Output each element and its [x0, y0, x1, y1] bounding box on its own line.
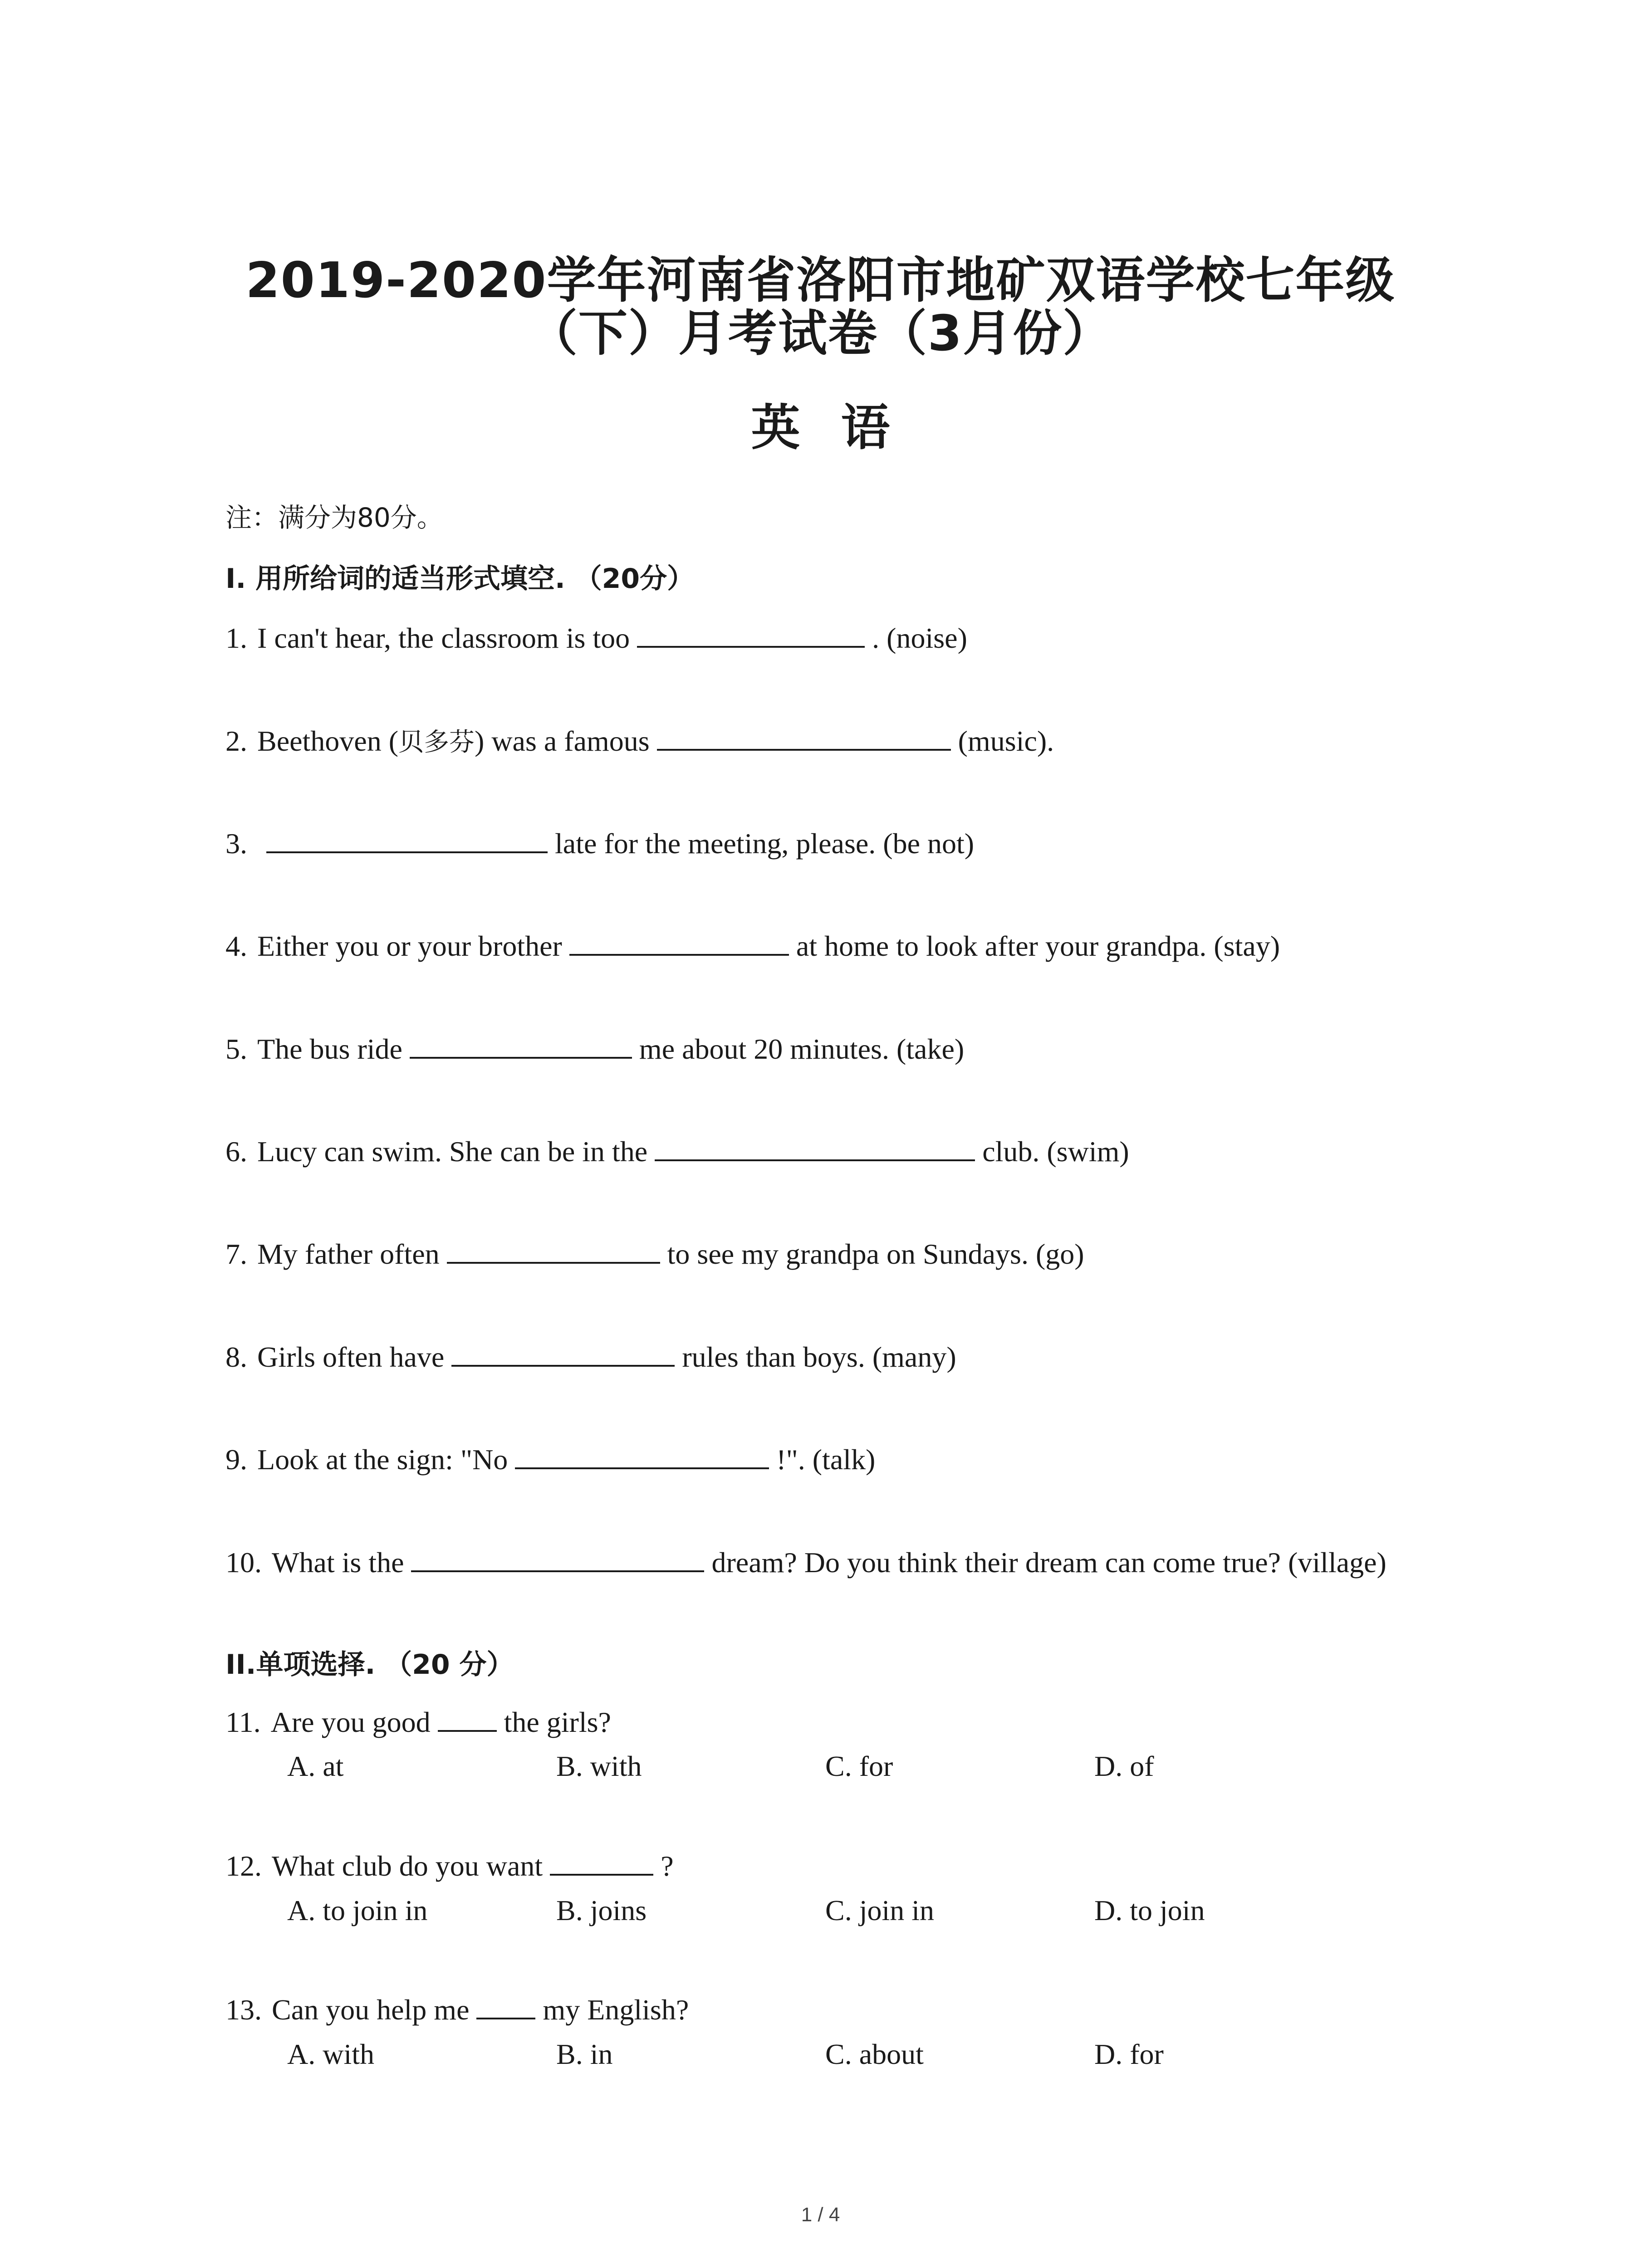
- score-note: 注：满分为80分。: [225, 502, 443, 533]
- question-number: 5.: [225, 1033, 247, 1065]
- question-text-after: to see my grandpa on Sundays. (go): [667, 1238, 1084, 1270]
- question-text-after: ?: [661, 1850, 674, 1882]
- question-text-after: late for the meeting, please. (be not): [555, 827, 975, 860]
- page-number: 1 / 4: [801, 2204, 840, 2226]
- answer-blank[interactable]: [438, 1706, 497, 1732]
- option-b[interactable]: B. in: [556, 2038, 613, 2070]
- question-text-after: . (noise): [872, 622, 967, 654]
- exam-title-line1: 2019-2020学年河南省洛阳市地矿双语学校七年级: [245, 252, 1396, 309]
- answer-blank[interactable]: [410, 1033, 632, 1059]
- question-text-after: club. (swim): [982, 1135, 1129, 1168]
- option-a[interactable]: A. at: [287, 1750, 344, 1782]
- question-7: [225, 1238, 1084, 1269]
- option-d[interactable]: D. for: [1094, 2038, 1164, 2070]
- question-11-options: [287, 1752, 1363, 1781]
- answer-blank[interactable]: [515, 1444, 769, 1469]
- option-c[interactable]: C. for: [825, 1750, 893, 1782]
- question-number: 2.: [225, 725, 247, 757]
- option-b[interactable]: B. joins: [556, 1894, 647, 1926]
- option-c[interactable]: C. about: [825, 2038, 924, 2070]
- question-text-after: !". (talk): [776, 1443, 876, 1476]
- question-text-after: (music).: [958, 725, 1054, 757]
- question-text-before: Beethoven (: [257, 725, 398, 757]
- question-number: 6.: [225, 1135, 247, 1168]
- question-number: 3.: [225, 827, 247, 860]
- answer-blank[interactable]: [447, 1238, 660, 1264]
- question-text-before-2: ) was a famous: [475, 725, 650, 757]
- question-number: 7.: [225, 1238, 247, 1270]
- question-text-before: Lucy can swim. She can be in the: [257, 1135, 648, 1168]
- question-5: [225, 1033, 964, 1064]
- question-12-options: [287, 1896, 1363, 1925]
- subject-title: 英语: [751, 400, 931, 456]
- section-1-title: I. 用所给词的适当形式填空. （20分）: [225, 563, 695, 595]
- question-text-after: at home to look after your grandpa. (stay): [796, 930, 1280, 962]
- question-text-before: Look at the sign: "No: [257, 1443, 508, 1476]
- answer-blank[interactable]: [655, 1136, 975, 1161]
- question-12: [225, 1850, 674, 1881]
- question-text-before: The bus ride: [257, 1033, 402, 1065]
- question-13-options: [287, 2040, 1363, 2069]
- question-text-before: My father often: [257, 1238, 440, 1270]
- option-d[interactable]: D. to join: [1094, 1894, 1205, 1926]
- option-d[interactable]: D. of: [1094, 1750, 1154, 1782]
- question-number: 1.: [225, 622, 247, 654]
- exam-title-line2: （下）月考试卷（3月份）: [528, 305, 1113, 362]
- answer-blank[interactable]: [411, 1547, 704, 1572]
- question-text-after: the girls?: [504, 1706, 611, 1738]
- question-number: 9.: [225, 1443, 247, 1476]
- question-8: [225, 1341, 956, 1372]
- question-text-before: Are you good: [270, 1706, 431, 1738]
- question-9: [225, 1444, 875, 1474]
- question-3: [225, 828, 974, 858]
- question-text-before: Can you help me: [272, 1994, 470, 2026]
- question-text-before: Either you or your brother: [257, 930, 562, 962]
- option-c[interactable]: C. join in: [825, 1894, 935, 1926]
- question-2: [225, 725, 1054, 756]
- answer-blank[interactable]: [476, 1994, 535, 2019]
- chinese-gloss: 贝多芬: [398, 728, 475, 757]
- question-text-after: dream? Do you think their dream can come true? (village): [711, 1546, 1386, 1579]
- question-number: 12.: [225, 1850, 262, 1882]
- question-number: 13.: [225, 1994, 262, 2026]
- answer-blank[interactable]: [637, 622, 865, 648]
- question-6: [225, 1136, 1129, 1166]
- answer-blank[interactable]: [657, 725, 951, 751]
- question-4: [225, 930, 1280, 961]
- question-text-before: Girls often have: [257, 1341, 445, 1373]
- question-text-after: my English?: [543, 1994, 689, 2026]
- question-13: [225, 1994, 689, 2024]
- answer-blank[interactable]: [451, 1341, 675, 1367]
- option-b[interactable]: B. with: [556, 1750, 642, 1782]
- question-number: 10.: [225, 1546, 262, 1579]
- answer-blank[interactable]: [266, 828, 548, 853]
- question-10: [225, 1547, 1386, 1577]
- question-1: [225, 622, 967, 653]
- question-text-after: me about 20 minutes. (take): [639, 1033, 965, 1065]
- question-number: 8.: [225, 1341, 247, 1373]
- question-text-after: rules than boys. (many): [682, 1341, 956, 1373]
- answer-blank[interactable]: [569, 930, 789, 956]
- question-text-before: I can't hear, the classroom is too: [257, 622, 630, 654]
- section-2-title: II.单项选择. （20 分）: [225, 1649, 514, 1681]
- question-text-before: What club do you want: [272, 1850, 543, 1882]
- question-number: 11.: [225, 1706, 261, 1738]
- answer-blank[interactable]: [550, 1850, 653, 1876]
- question-number: 4.: [225, 930, 247, 962]
- option-a[interactable]: A. to join in: [287, 1894, 428, 1926]
- question-11: [225, 1706, 611, 1737]
- question-text-before: What is the: [272, 1546, 404, 1579]
- option-a[interactable]: A. with: [287, 2038, 374, 2070]
